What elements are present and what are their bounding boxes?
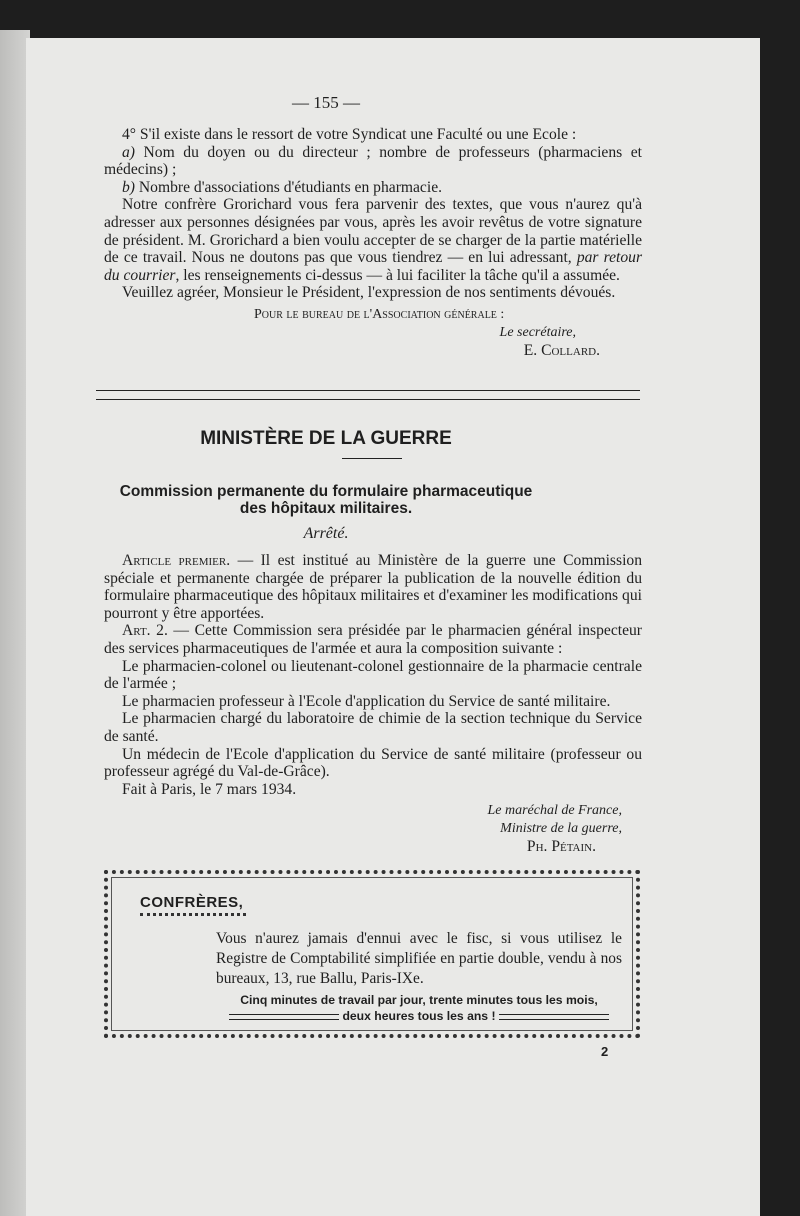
- paragraph-text-start: Notre confrère Grorichard vous fera parvenir des textes, que vous n'aurez qu'à adresser aux personnes désignées par vous, après les avoir revêtus de votre signature de président. M. Grorichard a bien voulu accepter de se charger de la partie matérielle de ce travail. Nous ne doutons pas que vous tiendrez — en lui adressant,: [104, 196, 642, 267]
- advertisement-slogan: [216, 992, 622, 1024]
- item-b-marker: b): [122, 178, 135, 196]
- decree-section: [104, 552, 642, 856]
- signature-ministre: Ministre de la guerre,: [500, 821, 622, 837]
- double-rule-left: [229, 1014, 339, 1020]
- letter-item-4: 4° S'il existe dans le ressort de votre Syndicat une Faculté ou une Ecole :: [122, 126, 577, 143]
- slogan-line2-row: [216, 1008, 622, 1024]
- article-2-label: Art. 2.: [122, 622, 168, 640]
- decree-date: Fait à Paris, le 7 mars 1934.: [122, 780, 297, 798]
- item-a-text: Nom du doyen ou du directeur ; nombre de professeurs (pharmaciens et médecins) ;: [104, 143, 642, 179]
- double-rule-right: [499, 1014, 609, 1020]
- heading-dotted-underline: [140, 913, 246, 916]
- slogan-line2: deux heures tous les ans !: [342, 1009, 496, 1023]
- slogan-line1: Cinq minutes de travail par jour, trente minutes tous les mois,: [240, 993, 598, 1007]
- divider-rule-bottom: [96, 399, 640, 400]
- article-1: [104, 552, 642, 622]
- member-1: Le pharmacien-colonel ou lieutenant-colonel gestionnaire de la pharmacie centrale de l'armée ;: [104, 657, 642, 693]
- ministry-title: MINISTÈRE DE LA GUERRE: [200, 428, 452, 449]
- item-b-text: Nombre d'associations d'étudiants en pharmacie.: [135, 178, 443, 196]
- article-1-text: — Il est institué au Ministère de la guerre une Commission spéciale et permanente chargée de préparer la publication de la nouvelle édition du formulaire pharmaceutique des hôpitaux militaires et d'examiner les modifications qui pourront y être apportées.: [104, 552, 642, 622]
- letter-item-a: [104, 144, 642, 179]
- advertisement-heading: CONFRÈRES,: [140, 894, 244, 911]
- article-1-label: Article premier.: [122, 552, 231, 569]
- arrete-heading: Arrêté.: [303, 525, 349, 542]
- member-2: Le pharmacien professeur à l'Ecole d'application du Service de santé militaire.: [122, 692, 611, 710]
- article-2-text: — Cette Commission sera présidée par le pharmacien général inspecteur des services pharmaceutiques de l'armée et aura la composition suivante :: [104, 622, 642, 657]
- page-number: — 155 —: [292, 93, 360, 112]
- signature-role: Le secrétaire,: [499, 324, 576, 340]
- signature-bureau: Pour le bureau de l'Association générale :: [254, 306, 505, 322]
- paragraph-text-end: , les renseignements ci-dessus — à lui faciliter la tâche qu'il a assumée.: [175, 266, 620, 284]
- signature-marechal: Le maréchal de France,: [487, 803, 622, 819]
- letter-closing: Veuillez agréer, Monsieur le Président, l'expression de nos sentiments dévoués.: [122, 284, 616, 302]
- article-2: [104, 622, 642, 657]
- letter-item-b: [104, 179, 642, 197]
- letter-section: [104, 126, 642, 360]
- commission-title-line1: Commission permanente du formulaire pharmaceutique: [119, 483, 533, 500]
- item-a-marker: a): [122, 143, 135, 161]
- advertisement-text: Vous n'aurez jamais d'ennui avec le fisc, si vous utilisez le Registre de Comptabilité simplifiée en partie double, vendu à nos bureaux, 13, rue Ballu, Paris-IXe.: [216, 930, 622, 987]
- member-3: Le pharmacien chargé du laboratoire de chimie de la section technique du Service de santé.: [104, 710, 642, 745]
- commission-title-line2: des hôpitaux militaires.: [239, 500, 413, 517]
- divider-rule-top: [96, 390, 640, 391]
- paragraph-italic: par retour du courrier: [104, 249, 643, 284]
- signature-name: E. Collard.: [523, 341, 600, 359]
- title-underline: [342, 458, 402, 459]
- signature-petain: Ph. Pétain.: [526, 838, 596, 856]
- commission-title: [26, 483, 626, 517]
- document-page: [26, 38, 760, 1216]
- letter-paragraph-grorichard: [104, 196, 642, 284]
- advertisement-box: [104, 870, 640, 1038]
- folio-number: 2: [601, 1044, 609, 1059]
- member-4: Un médecin de l'Ecole d'application du Service de santé militaire (professeur ou professeur agrégé du Val-de-Grâce).: [104, 745, 642, 781]
